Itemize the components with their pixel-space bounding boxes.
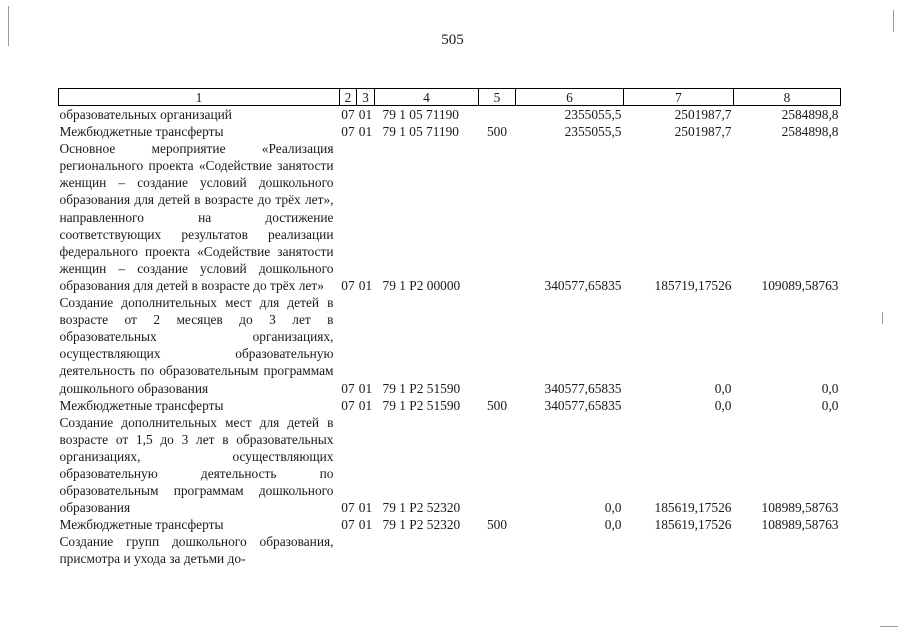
row-target-article: 79 1 05 71190 [382, 124, 459, 140]
table-row [59, 516, 841, 533]
row-value-col6: 0,0 [604, 500, 622, 516]
page-number: 505 [441, 32, 464, 48]
col-header-2: 2 [340, 89, 357, 106]
row-target-article: 79 1 P2 00000 [382, 277, 461, 293]
row-expense-type: 500 [486, 124, 508, 140]
row-section: 07 [341, 277, 355, 293]
row-section: 07 [341, 124, 355, 140]
row-name: Основное мероприятие «Реализация регионального проекта «Содействие занятости женщин – создание условий дошкольного образования для детей в возрасте до трёх лет», направленного на достижение соответствующих результатов реализации федерального проекта «Содействие занятости женщин – создание условий дошкольного образования для детей в возрасте до трёх лет» [59, 141, 334, 293]
row-expense-type: 500 [486, 517, 508, 533]
row-value-col6: 340577,65835 [544, 380, 622, 396]
row-name: Межбюджетные трансферты [59, 397, 224, 413]
row-value-col6: 2355055,5 [564, 107, 622, 122]
row-value-col7: 185619,17526 [654, 500, 732, 516]
row-value-col7: 2501987,7 [674, 124, 732, 140]
table-row [59, 533, 841, 567]
row-section: 07 [341, 397, 355, 413]
col-header-1: 1 [59, 89, 340, 106]
row-target-article: 79 1 P2 52320 [382, 517, 461, 533]
col-header-6: 6 [516, 89, 624, 106]
col-header-5: 5 [479, 89, 516, 106]
row-section: 07 [341, 380, 355, 396]
row-value-col8: 2584898,8 [781, 124, 839, 140]
row-value-col7: 185619,17526 [654, 517, 732, 533]
table-header [59, 89, 841, 106]
table-row [59, 140, 841, 294]
row-value-col6: 0,0 [604, 517, 622, 533]
col-header-3: 3 [357, 89, 375, 106]
budget-table [58, 88, 841, 568]
row-section [340, 533, 357, 567]
row-value-col6 [516, 533, 624, 567]
row-subsection: 01 [358, 277, 373, 293]
table-row [59, 106, 841, 124]
row-value-col8: 109089,58763 [761, 277, 839, 293]
row-value-col7: 2501987,7 [674, 107, 732, 122]
row-section: 07 [341, 107, 355, 122]
row-expense-type [479, 106, 516, 124]
row-target-article: 79 1 P2 52320 [382, 500, 461, 516]
row-expense-type [479, 533, 516, 567]
row-value-col8: 0,0 [821, 397, 839, 413]
row-name: Создание групп дошкольного образования, присмотра и ухода за детьми до- [59, 534, 334, 567]
row-section: 07 [341, 517, 355, 533]
row-value-col8 [734, 533, 841, 567]
row-name: Создание дополнительных мест для детей в возрасте от 1,5 до 3 лет в образовательных организациях, осуществляющих образовательную деятельность по образовательным программам дошкольного образования [59, 414, 334, 516]
row-value-col8: 2584898,8 [781, 107, 839, 122]
table-body [59, 106, 841, 568]
row-subsection: 01 [358, 380, 373, 396]
scan-mark-right [882, 312, 883, 324]
row-value-col7 [624, 533, 734, 567]
row-expense-type [479, 140, 516, 294]
row-target-article: 79 1 P2 51590 [382, 380, 461, 396]
table-row [59, 397, 841, 414]
table-row [59, 414, 841, 517]
header-row [59, 89, 841, 106]
row-value-col6: 340577,65835 [544, 397, 622, 413]
row-value-col8: 108989,58763 [761, 517, 839, 533]
row-expense-type: 500 [486, 397, 508, 413]
row-value-col6: 340577,65835 [544, 277, 622, 293]
row-name: Создание дополнительных мест для детей в возрасте от 2 месяцев до 3 лет в образовательных организациях, осуществляющих образовательную деятельность по образовательным программам дошкольного образования [59, 295, 334, 396]
row-value-col7: 0,0 [714, 380, 732, 396]
row-subsection [357, 533, 375, 567]
row-expense-type [479, 414, 516, 517]
row-target-article: 79 1 05 71190 [382, 107, 459, 122]
row-target-article [375, 533, 479, 567]
row-name: образовательных организаций [59, 107, 232, 122]
row-section: 07 [341, 500, 355, 516]
scan-mark-bottom-right [880, 626, 898, 627]
scan-mark-top-right [893, 10, 894, 32]
row-target-article: 79 1 P2 51590 [382, 397, 461, 413]
table-row [59, 123, 841, 140]
row-subsection: 01 [358, 124, 373, 140]
row-value-col6: 2355055,5 [564, 124, 622, 140]
table-row [59, 294, 841, 397]
row-name: Межбюджетные трансферты [59, 517, 224, 533]
row-value-col7: 0,0 [714, 397, 732, 413]
row-expense-type [479, 294, 516, 397]
row-subsection: 01 [358, 397, 373, 413]
row-subsection: 01 [358, 517, 373, 533]
row-name: Межбюджетные трансферты [59, 124, 224, 140]
col-header-7: 7 [624, 89, 734, 106]
row-value-col8: 0,0 [821, 380, 839, 396]
row-value-col7: 185719,17526 [654, 277, 732, 293]
col-header-8: 8 [734, 89, 841, 106]
col-header-4: 4 [375, 89, 479, 106]
row-subsection: 01 [358, 500, 373, 516]
row-value-col8: 108989,58763 [761, 500, 839, 516]
row-subsection: 01 [358, 107, 373, 122]
